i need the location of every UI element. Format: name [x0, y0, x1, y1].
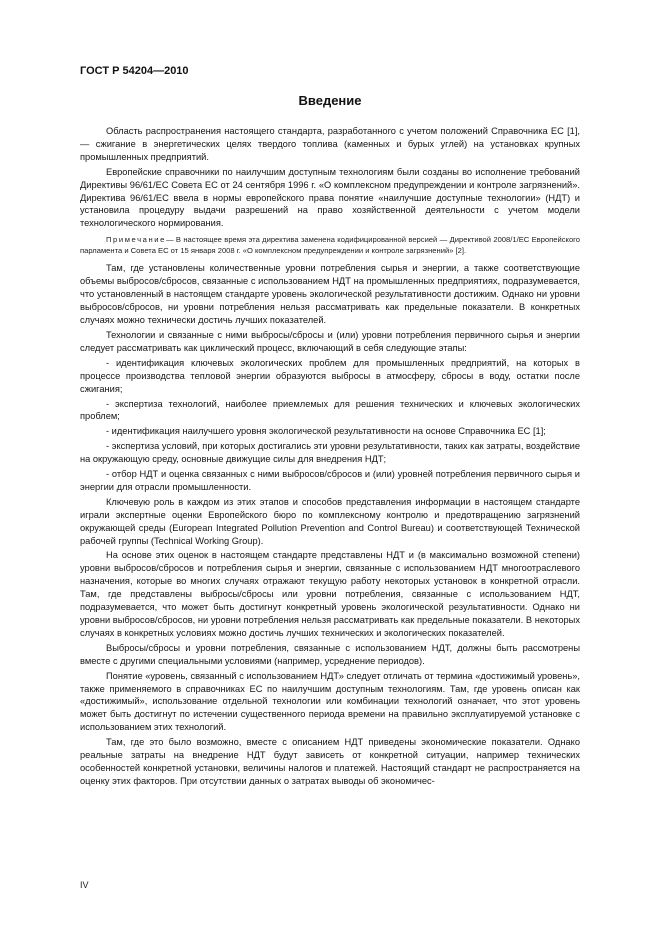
body-paragraph: Понятие «уровень, связанный с использованием НДТ» следует отличать от термина «достижимый уровень», также применяемого в справочниках ЕС по наилучшим доступным технологиям. Там, где уровень описан как «достижимый», использование отдельной технологии или комбинации технологий означает, что этот уровень может быть достигнут по истечении существенного периода времени на правильно эксплуатируемой установке с использованием этих технологий.: [80, 670, 580, 733]
note-text: — В настоящее время эта директива заменена кодифицированной версией — Директивой 2008/1/ЕС Европейского парламента и Совета ЕС от 15 января 2008 г. «О комплексном предупреждении и контроле загрязнений» [2].: [80, 235, 580, 255]
stage-item: - отбор НДТ и оценка связанных с ними выбросов/сбросов и (или) уровней потребления первичного сырья и энергии для отрасли промышленности.: [80, 469, 580, 492]
note-label: Примечание: [106, 235, 166, 245]
stage-item: - экспертиза условий, при которых достигались эти уровни результативности, таких как затраты, воздействие на окружающую среду, основные движущие силы для внедрения НДТ;: [80, 441, 580, 465]
body-paragraph: Там, где это было возможно, вместе с описанием НДТ приведены экономические показатели. Однако реальные затраты на внедрение НДТ будут зависеть от конкретной ситуации, например технических особенностей конкретной установки, величины налогов и платежей. Настоящий стандарт не распространяется на оценку этих факторов. При отсутствии данных о затратах выводы об экономичес-: [80, 737, 580, 786]
standard-header: ГОСТ Р 54204—2010: [80, 65, 189, 77]
intro-paragraph-1: Область распространения настоящего стандарта, разработанного с учетом положений Справочника ЕС [1], — сжигание в энергетических целях твердого топлива (каменных и бурых углей) на установках крупных промышленных предприятий.: [80, 126, 580, 162]
intro-paragraph-2: Европейские справочники по наилучшим доступным технологиям были созданы во исполнение требований Директивы 96/61/ЕС Совета ЕС от 24 сентября 1996 г. «О комплексном предупреждении и контроле загрязнений». Директива 96/61/ЕС ввела в нормы европейского права понятие «наилучшие доступные технологии» (НДТ) и установила процедуру выдачи разрешений на право хозяйственной деятельности с учетом модели технологического нормирования.: [80, 166, 580, 229]
section-title: Введение: [298, 93, 362, 108]
note: [80, 235, 580, 256]
body-paragraph: Выбросы/сбросы и уровни потребления, связанные с использованием НДТ, должны быть рассмотрены вместе с другими специальными условиями (например, усреднение периодов).: [80, 642, 580, 666]
stage-item: - идентификация ключевых экологических проблем для промышленных предприятий, на которых в процессе производства тепловой энергии образуются выбросы в атмосферу, сбросы в воду, остатки после сжигания;: [80, 357, 580, 394]
stage-item: - экспертиза технологий, наиболее приемлемых для решения технических и ключевых экологических проблем;: [80, 398, 580, 422]
body-paragraph: Там, где установлены количественные уровни потребления сырья и энергии, а также соответствующие объемы выбросов/сбросов, связанные с использованием НДТ на промышленных предприятиях, подразумевается, что установленный в настоящем стандарте уровень экологической результативности достижим. Однако ни уровни выбросов/сбросов, ни уровни потребления нельзя рассматривать как предельные показатели. В конкретных случаях можно технически достичь лучших показателей.: [80, 263, 580, 326]
body-paragraph: Ключевую роль в каждом из этих этапов и способов представления информации в настоящем стандарте играли экспертные оценки Европейского бюро по комплексному контролю и предотвращению загрязнений окружающей среды (European Integrated Pollution Prevention and Control Bureau) и соответствующей Технической рабочей группы (Technical Working Group).: [80, 496, 580, 546]
page-number: IV: [80, 880, 89, 890]
document-body: [80, 125, 580, 790]
body-paragraph: Технологии и связанные с ними выбросы/сбросы и (или) уровни потребления первичного сырья и энергии следует рассматривать как циклический процесс, включающий в себя следующие этапы:: [80, 329, 580, 353]
stage-item: - идентификация наилучшего уровня экологической результативности на основе Справочника ЕС [1];: [106, 426, 546, 437]
body-paragraph: На основе этих оценок в настоящем стандарте представлены НДТ и (в максимально возможной степени) уровни выбросов/сбросов и потребления сырья и энергии, связанные с использованием НДТ многоотраслевого назначения, которые во многих случаях отражают текущую работу некоторых установок в конкретной отрасли. Там, где представлены выбросы/сбросы или уровни потребления, связанные с использованием НДТ, подразумевается, что может быть достигнут конкретный уровень экологической результативности. Однако ни уровни выбросов/сбросов, ни уровни потребления нельзя рассматривать как предельные показатели. В некоторых случаях в конкретных условиях можно достичь лучших технических и экологических показателей.: [80, 550, 580, 638]
